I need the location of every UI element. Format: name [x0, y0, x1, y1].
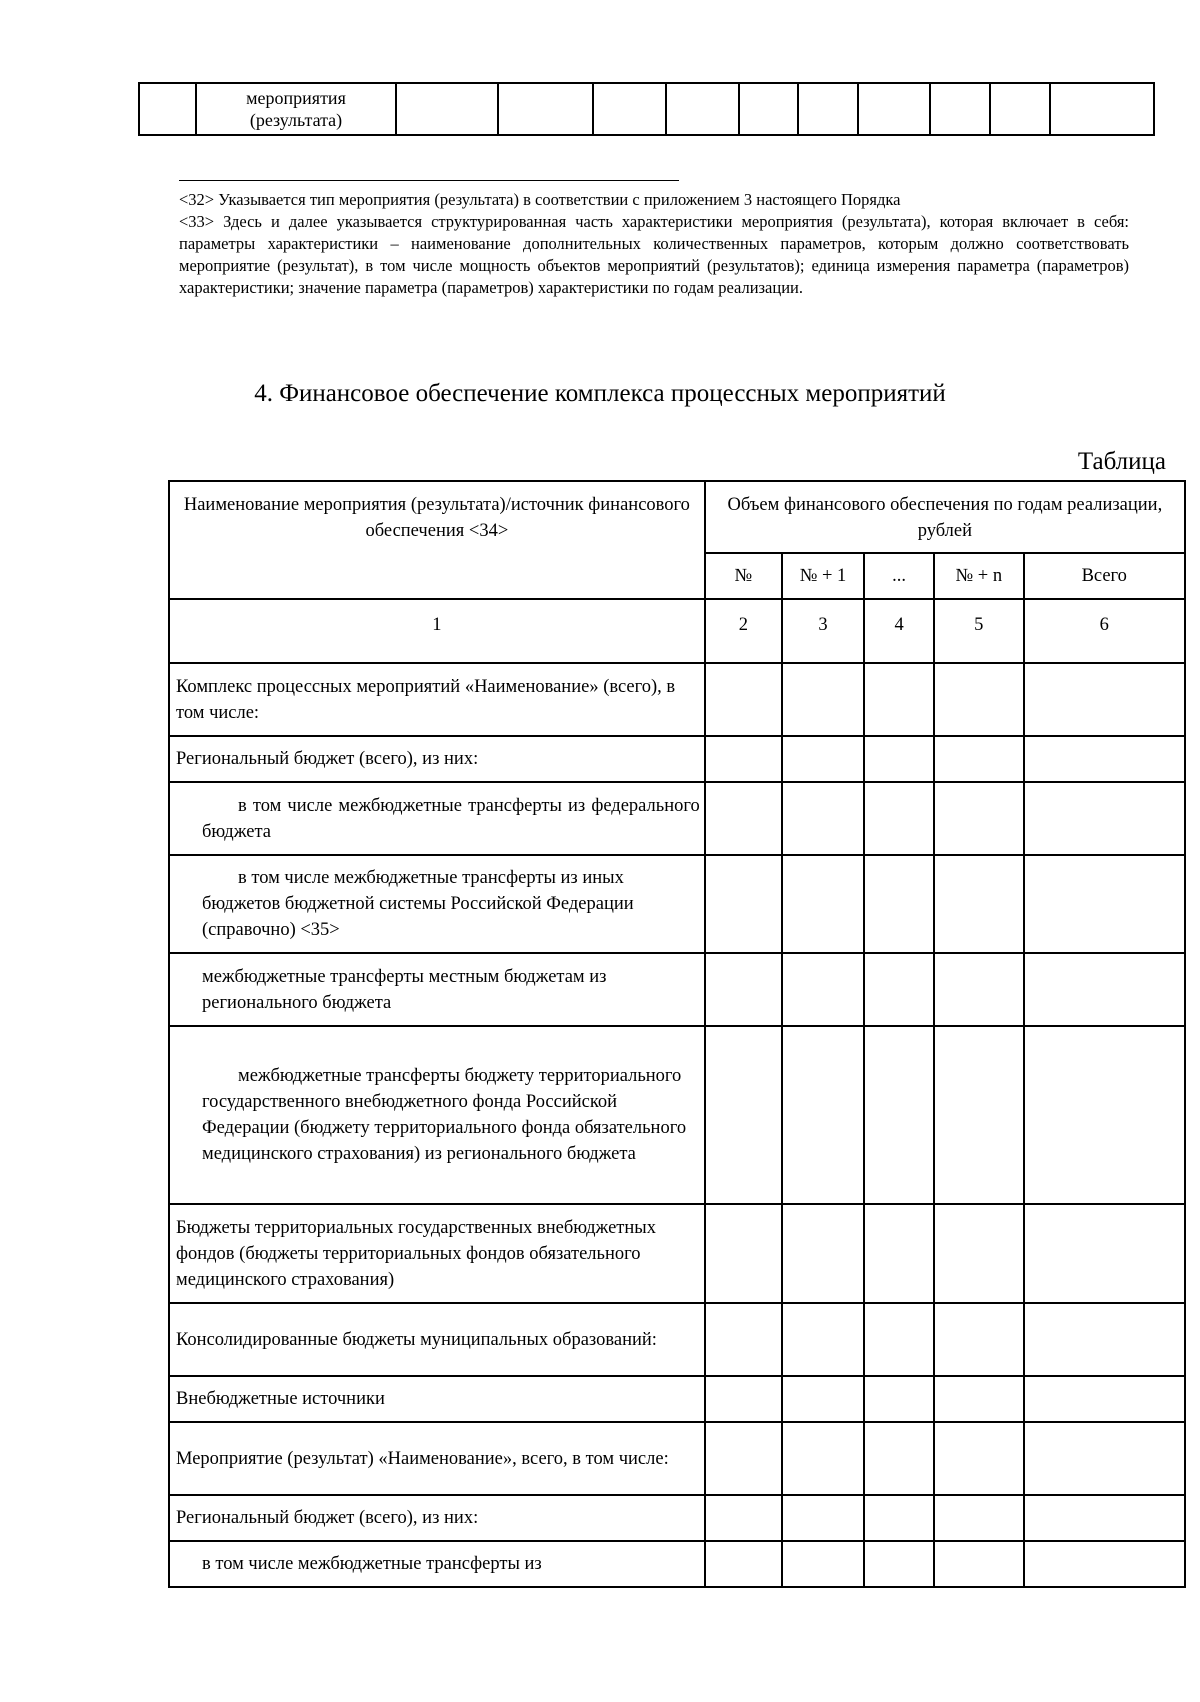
- row-label: Мероприятие (результат) «Наименование», всего, в том числе:: [169, 1422, 705, 1495]
- table-row: [169, 782, 1185, 855]
- label-line: мероприятия: [246, 88, 346, 108]
- table-cell: [798, 83, 858, 135]
- table-cell: [782, 855, 864, 953]
- table-cell: [1024, 1026, 1185, 1204]
- table-cell: [705, 782, 782, 855]
- table-cell: [934, 1541, 1023, 1587]
- table-cell: [934, 855, 1023, 953]
- header-name-cell: Наименование мероприятия (результата)/источник финансового обеспечения <34>: [169, 481, 705, 599]
- row-label: [169, 1026, 705, 1204]
- table-cell: [705, 1495, 782, 1541]
- table-cell: [934, 736, 1023, 782]
- row-label: Бюджеты территориальных государственных внебюджетных фондов (бюджеты территориальных фондов обязательного медицинского страхования): [169, 1204, 705, 1303]
- column-number: 4: [864, 599, 934, 663]
- table-cell: [705, 663, 782, 736]
- table-cell: [930, 83, 990, 135]
- row-label: Внебюджетные источники: [169, 1376, 705, 1422]
- table-cell: [705, 1376, 782, 1422]
- table-cell: [864, 1026, 934, 1204]
- table-cell: [1024, 736, 1185, 782]
- table-cell: [864, 663, 934, 736]
- column-number: 3: [782, 599, 864, 663]
- table-cell: [864, 1422, 934, 1495]
- table-cell: [1050, 83, 1154, 135]
- table-cell: [1024, 782, 1185, 855]
- year-column-header: № + 1: [782, 553, 864, 599]
- table-row: [169, 855, 1185, 953]
- table-label: Таблица: [1077, 448, 1166, 475]
- year-column-header: ...: [864, 553, 934, 599]
- table-row: [169, 1303, 1185, 1376]
- previous-table-fragment: [138, 82, 1155, 136]
- table-cell: [864, 1376, 934, 1422]
- table-cell: [934, 1376, 1023, 1422]
- row-label-text: межбюджетные трансферты бюджету территориального государственного внебюджетного фонда Российской Федерации (бюджету территориального фонда обязательного медицинского страхования) из регионального бюджета: [202, 1066, 687, 1164]
- label-line: (результата): [249, 110, 343, 130]
- table-cell: [782, 782, 864, 855]
- row-label: Региональный бюджет (всего), из них:: [169, 1495, 705, 1541]
- row-label-text: в том числе межбюджетные трансферты из иных бюджетов бюджетной системы Российской Федерации (справочно) <35>: [202, 868, 634, 940]
- table-cell: [1024, 1303, 1185, 1376]
- table-row: [169, 1376, 1185, 1422]
- table-cell: [990, 83, 1050, 135]
- column-number: 6: [1024, 599, 1185, 663]
- table-cell: [1024, 1495, 1185, 1541]
- table-cell: [864, 736, 934, 782]
- table-cell: [498, 83, 593, 135]
- row-label: Региональный бюджет (всего), из них:: [169, 736, 705, 782]
- table-cell: [782, 736, 864, 782]
- table-cell: [666, 83, 739, 135]
- section-heading: 4. Финансовое обеспечение комплекса процессных мероприятий: [254, 380, 946, 407]
- table-cell: [934, 1303, 1023, 1376]
- table-cell: [1024, 1376, 1185, 1422]
- footnote-32: <32> Указывается тип мероприятия (результата) в соответствии с приложением 3 настоящего Порядка: [179, 190, 901, 209]
- table-cell: [705, 736, 782, 782]
- table-cell: [139, 83, 196, 135]
- table-cell: [934, 782, 1023, 855]
- table-cell: [864, 1303, 934, 1376]
- table-cell: [705, 1303, 782, 1376]
- table-cell: [196, 83, 396, 135]
- table-cell: [782, 1303, 864, 1376]
- row-label: Консолидированные бюджеты муниципальных образований:: [169, 1303, 705, 1376]
- header-volume-cell: Объем финансового обеспечения по годам реализации, рублей: [705, 481, 1185, 553]
- table-cell: [782, 663, 864, 736]
- table-cell: [934, 1204, 1023, 1303]
- table-cell: [864, 1204, 934, 1303]
- row-label: в том числе межбюджетные трансферты из: [169, 1541, 705, 1587]
- table-cell: [593, 83, 666, 135]
- table-cell: [864, 1541, 934, 1587]
- footnotes: [179, 189, 1129, 299]
- table-cell: [705, 1204, 782, 1303]
- table-cell: [396, 83, 498, 135]
- table-row: [169, 663, 1185, 736]
- table-cell: [1024, 1204, 1185, 1303]
- total-column-header: Всего: [1024, 553, 1185, 599]
- table-cell: [782, 1026, 864, 1204]
- table-cell: [782, 953, 864, 1026]
- table-cell: [864, 953, 934, 1026]
- row-label-text: в том числе межбюджетные трансферты из федерального бюджета: [202, 795, 700, 842]
- table-cell: [782, 1541, 864, 1587]
- table-cell: [782, 1376, 864, 1422]
- column-number: 2: [705, 599, 782, 663]
- table-row: [169, 1422, 1185, 1495]
- table-row: [169, 736, 1185, 782]
- table-cell: [934, 1026, 1023, 1204]
- table-cell: [705, 1422, 782, 1495]
- table-row: [169, 1204, 1185, 1303]
- column-numbers-row: [169, 599, 1185, 663]
- column-number: 5: [934, 599, 1023, 663]
- table-cell: [705, 953, 782, 1026]
- table-cell: [934, 1495, 1023, 1541]
- table-cell: [864, 782, 934, 855]
- footnote-33: <33> Здесь и далее указывается структурированная часть характеристики мероприятия (результата), которая включает в себя: параметры характеристики – наименование дополнительных количественных параметров, которым должно соответствовать мероприятие (результат), в том числе мощность объектов мероприятий (результатов); единица измерения параметра (параметров) характеристики; значение параметра (параметров) характеристики по годам реализации.: [179, 212, 1129, 297]
- table-cell: [1024, 663, 1185, 736]
- year-column-header: №: [705, 553, 782, 599]
- table-row: [169, 1026, 1185, 1204]
- table-cell: [739, 83, 798, 135]
- table-cell: [1024, 855, 1185, 953]
- table-cell: [1024, 1422, 1185, 1495]
- table-row: [169, 1495, 1185, 1541]
- year-column-header: № + n: [934, 553, 1023, 599]
- table-cell: [782, 1204, 864, 1303]
- financing-table: [168, 480, 1186, 1588]
- table-cell: [864, 1495, 934, 1541]
- table-cell: [934, 1422, 1023, 1495]
- table-cell: [1024, 1541, 1185, 1587]
- table-cell: [1024, 953, 1185, 1026]
- row-label: межбюджетные трансферты местным бюджетам из регионального бюджета: [169, 953, 705, 1026]
- table-row: [169, 953, 1185, 1026]
- table-row: [139, 83, 1154, 135]
- table-cell: [705, 1026, 782, 1204]
- table-row: [169, 1541, 1185, 1587]
- header-row: [169, 481, 1185, 553]
- row-label: Комплекс процессных мероприятий «Наименование» (всего), в том числе:: [169, 663, 705, 736]
- row-label: [169, 855, 705, 953]
- table-cell: [782, 1495, 864, 1541]
- table-cell: [705, 1541, 782, 1587]
- table-cell: [934, 663, 1023, 736]
- footnote-divider: [179, 180, 679, 181]
- table-cell: [934, 953, 1023, 1026]
- row-label: [169, 782, 705, 855]
- table-cell: [858, 83, 930, 135]
- table-cell: [705, 855, 782, 953]
- table-cell: [864, 855, 934, 953]
- table-cell: [782, 1422, 864, 1495]
- column-number: 1: [169, 599, 705, 663]
